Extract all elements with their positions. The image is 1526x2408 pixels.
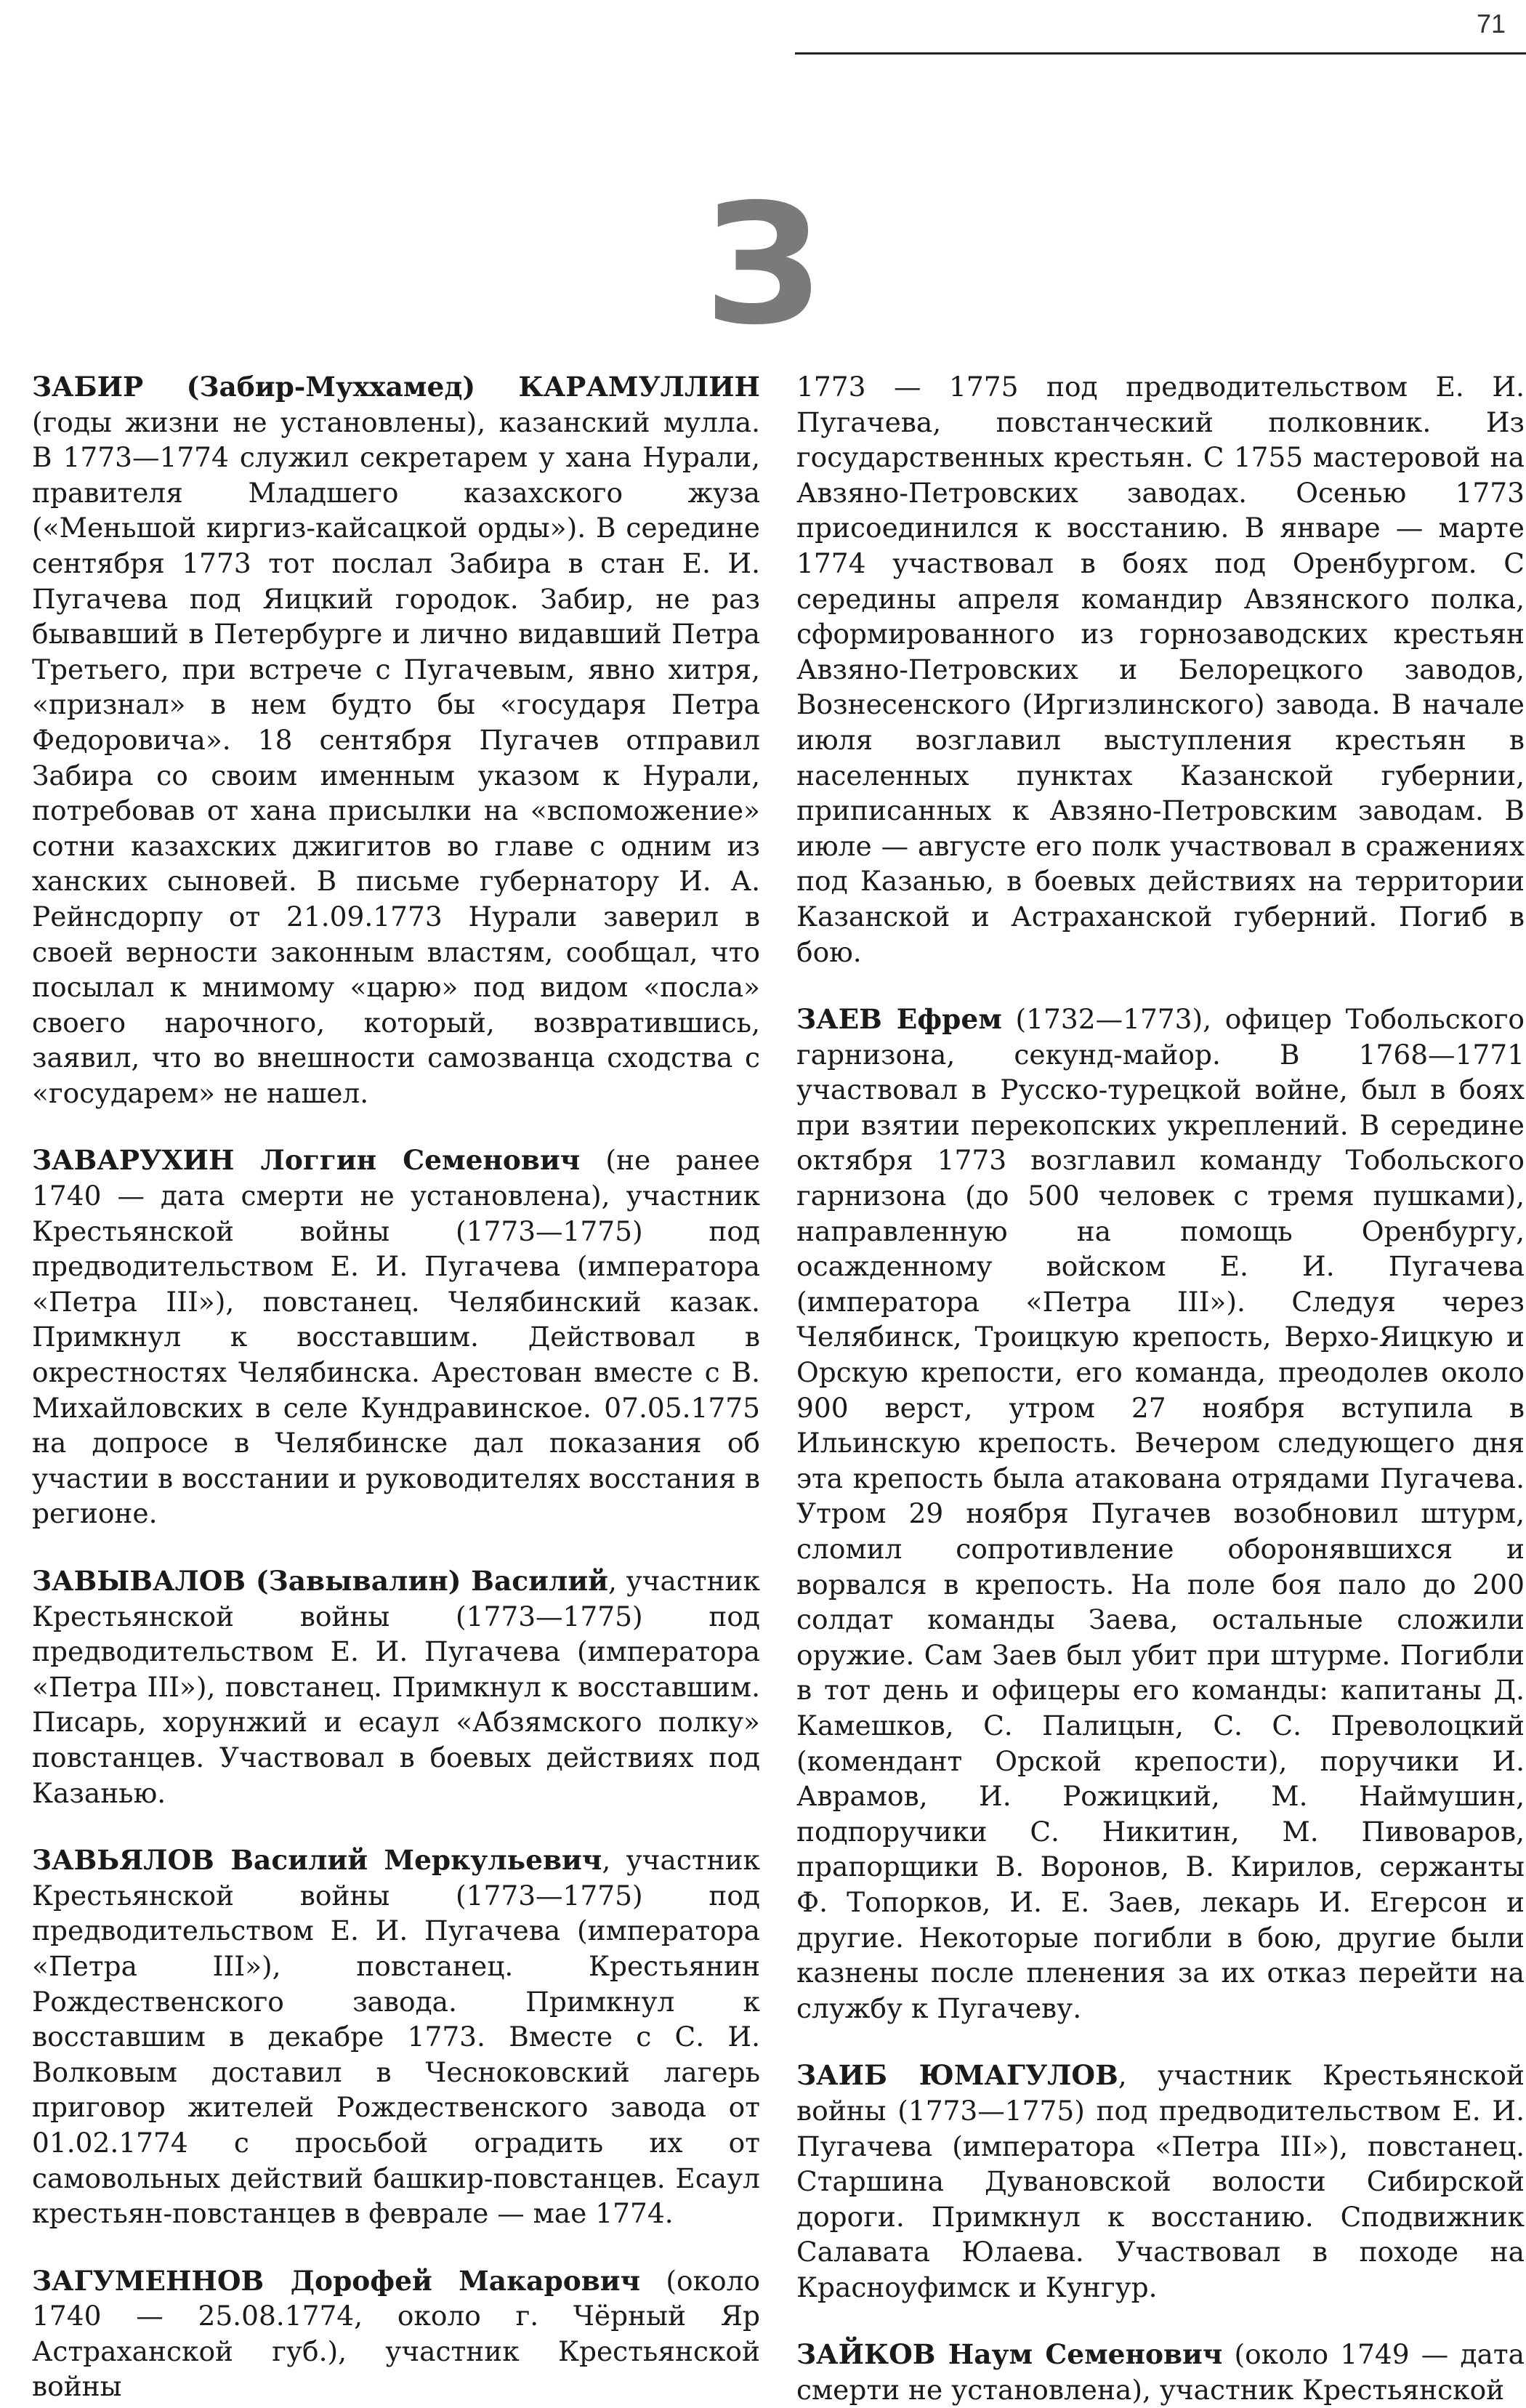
entry-zaib-yumagulov — [796, 2058, 1525, 2305]
right-column — [796, 369, 1525, 2408]
entry-zagumennov-continued — [796, 369, 1525, 970]
entry-text: , участник Крестьянской войны (1773—1775) под предводительством Е. И. Пугачева (императора «Петра III»), повстанец. Крестьянин Рождественского завода. Примкнул к восставшим в декабре 1773. Вместе с С. И. Волковым доставил в Чесноковский лагерь приговор жителей Рождественского завода от 01.02.1774 с просьбой оградить их от самовольных действий башкир-повстанцев. Есаул крестьян-повстанцев в феврале — мае 1774. — [32, 1844, 760, 2230]
entry-text: (не ранее 1740 — дата смерти не установлена), участник Крестьянской войны (1773—1775) под предводительством Е. И. Пугачева (императора «Петра III»), повстанец. Челябинский казак. Примкнул к восставшим. Действовал в окрестностях Челябинска. Арестован вместе с В. Михайловских в селе Кундравинское. 07.05.1775 на допросе в Челябинске дал показания об участии в восстании и руководителях восстания в регионе. — [32, 1144, 760, 1530]
headword: ЗАБИР (Забир-Муххамед) КАРАМУЛЛИН — [32, 371, 760, 403]
entry-text: (около 1749 — дата смерти не установлена), участник Крестьянской — [796, 2338, 1525, 2407]
section-letter: З — [704, 168, 822, 361]
entry-text: 1773 — 1775 под предводительством Е. И. Пугачева, повстанческий полковник. Из государственных крестьян. С 1755 мастеровой на Авзяно-Петровских заводах. Осенью 1773 присоединился к восстанию. В январе — марте 1774 участвовал в боях под Оренбургом. С середины апреля командир Авзянского полка, сформированного из горнозаводских крестьян Авзяно-Петровских и Белорецкого заводов, Вознесенского (Иргизлинского) завода. В начале июля возглавил выступления крестьян в населенных пунктах Казанской губернии, приписанных к Авзяно-Петровским заводам. В июле — августе его полк участвовал в сражениях под Казанью, в боевых действиях на территории Казанской и Астраханской губерний. Погиб в бою. — [796, 371, 1525, 968]
headword: ЗАВЫВАЛОВ (Завывалин) Василий — [32, 1565, 608, 1597]
entry-text: (около 1740 — 25.08.1774, около г. Чёрный Яр Астраханской губ.), участник Крестьянской войны — [32, 2264, 761, 2403]
entry-zaykov — [796, 2337, 1525, 2407]
headword: ЗАВЬЯЛОВ Василий Меркульевич — [32, 1844, 602, 1877]
entry-zavarukhin — [32, 1143, 760, 1531]
headword: ЗАГУМЕННОВ Дорофей Макарович — [32, 2264, 641, 2297]
entry-text: , участник Крестьянской войны (1773—1775) под предводительством Е. И. Пугачева (императора «Петра III»), повстанец. Примкнул к восставшим. Писарь, хорунжий и есаул «Абзямского полку» повстанцев. Участвовал в боевых действиях под Казанью. — [32, 1565, 760, 1809]
entry-zabir — [32, 369, 760, 1111]
headword: ЗАЙКОВ Наум Семенович — [796, 2338, 1223, 2371]
header-rule — [795, 52, 1526, 55]
page-number: 71 — [1476, 9, 1506, 39]
headword: ЗАИБ ЮМАГУЛОВ — [796, 2059, 1118, 2092]
entry-zaev — [796, 1002, 1525, 2026]
headword: ЗАВАРУХИН Логгин Семенович — [32, 1144, 581, 1177]
entry-zavyvalov — [32, 1563, 760, 1811]
entry-text: (1732—1773), офицер Тобольского гарнизона, секунд-майор. В 1768—1771 участвовал в Русско-турецкой войне, был в боях при взятии перекопских укреплений. В середине октября 1773 возглавил команду Тобольского гарнизона (до 500 человек с тремя пушками), направленную на помощь Оренбургу, осажденному войском Е. И. Пугачева (императора «Петра III»). Следуя через Челябинск, Троицкую крепость, Верхо-Яицкую и Орскую крепости, его команда, преодолев около 900 верст, утром 27 ноября вступила в Ильинскую крепость. Вечером следующего дня эта крепость была атакована отрядами Пугачева. Утром 29 ноября Пугачев возобновил штурм, сломил сопротивление оборонявшихся и ворвался в крепость. На поле боя пало до 200 солдат команды Заева, остальные сложили оружие. Сам Заев был убит при штурме. Погибли в тот день и офицеры его команды: капитаны Д. Камешков, С. Палицын, С. С. Преволоцкий (комендант Орской крепости), поручики И. Аврамов, И. Рожицкий, М. Наймушин, подпоручики С. Никитин, М. Пивоваров, прапорщики В. Воронов, В. Кирилов, сержанты Ф. Топорков, И. Е. Заев, лекарь И. Егерсон и другие. Некоторые погибли в бою, другие были казнены после пленения за их отказ перейти на службу к Пугачеву. — [796, 1003, 1525, 2024]
entry-zagumennov — [32, 2263, 760, 2404]
left-column — [32, 369, 760, 2404]
entry-zavyalov — [32, 1843, 760, 2231]
headword: ЗАЕВ Ефрем — [796, 1003, 1002, 1036]
entry-text: (годы жизни не установлены), казанский мулла. В 1773—1774 служил секретарем у хана Нурали, правителя Младшего казахского жуза («Меньшой киргиз-кайсацкой орды»). В середине сентября 1773 тот послал Забира в стан Е. И. Пугачева под Яицкий городок. Забир, не раз бывавший в Петербурге и лично видавший Петра Третьего, при встрече с Пугачевым, явно хитря, «признал» в нем будто бы «государя Петра Федоровича». 18 сентября Пугачев отправил Забира со своим именным указом к Нурали, потребовав от хана присылки на «вспоможение» сотни казахских джигитов во главе с одним из ханских сыновей. В письме губернатору И. А. Рейнсдорпу от 21.09.1773 Нурали заверил в своей верности законным властям, сообщал, что посылал к мнимому «царю» под видом «посла» своего нарочного, который, возвратившись, заявил, что во внешности самозванца сходства с «государем» не нашел. — [32, 406, 760, 1109]
entry-text: , участник Крестьянской войны (1773—1775) под предводительством Е. И. Пугачева (императора «Петра III»), повстанец. Старшина Дувановской волости Сибирской дороги. Примкнул к восстанию. Сподвижник Салавата Юлаева. Участвовал в походе на Красноуфимск и Кунгур. — [796, 2059, 1525, 2303]
